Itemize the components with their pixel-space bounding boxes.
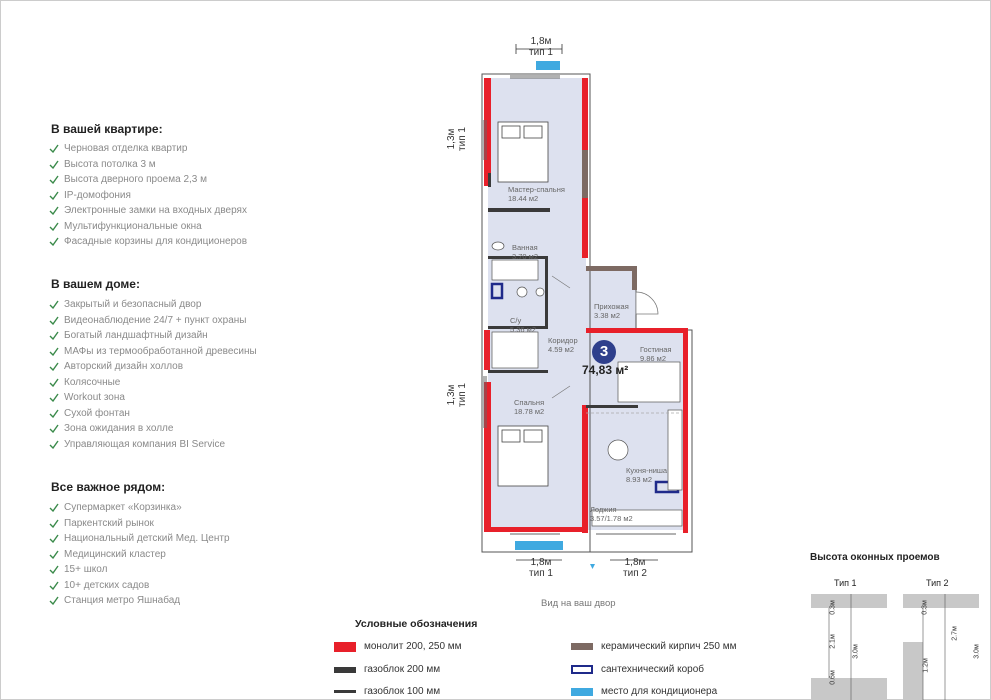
legend-title: Условные обозначения: [355, 618, 478, 630]
w1-middle: 2.1м: [829, 634, 837, 649]
list-item: Медицинский кластер: [49, 547, 230, 563]
check-icon: [49, 519, 59, 528]
list-item: Станция метро Яшнабад: [49, 593, 230, 609]
w1-bottom: 0.6м: [829, 670, 837, 685]
w2-middle: 2.7м: [951, 626, 959, 641]
list-item: Сухой фонтан: [49, 406, 257, 422]
room-master-bedroom: Мастер-спальня 18.44 м2: [508, 185, 565, 203]
check-icon: [49, 596, 59, 605]
list-item: МАФы из термообработанной древесины: [49, 344, 257, 360]
list-item: Супермаркет «Корзинка»: [49, 500, 230, 516]
swatch-ac: [571, 688, 593, 696]
dim-bottom-left: 1,8м тип 1: [529, 557, 553, 579]
swatch-gasblock100: [334, 690, 356, 693]
bed-bedroom: [498, 426, 548, 486]
room-hallway: Прихожая 3.38 м2: [594, 302, 629, 320]
check-icon: [49, 424, 59, 433]
dim-left-lower: 1,3м тип 1: [446, 383, 468, 407]
swatch-gasblock200: [334, 667, 356, 673]
legend-item-gasblock200: газоблок 200 мм: [334, 664, 440, 675]
w2-top: 0.3м: [921, 600, 929, 615]
check-icon: [49, 393, 59, 402]
list-item: Высота дверного проема 2,3 м: [49, 172, 247, 188]
list-item: Высота потолка 3 м: [49, 157, 247, 173]
check-icon: [49, 175, 59, 184]
check-icon: [49, 222, 59, 231]
check-icon: [49, 409, 59, 418]
windows-title: Высота оконных проемов: [810, 552, 940, 563]
check-icon: [49, 144, 59, 153]
dim-bottom-lines: [514, 556, 660, 564]
check-icon: [49, 191, 59, 200]
legend-item-ac: место для кондиционера: [571, 686, 717, 697]
swatch-brick: [571, 643, 593, 650]
w2-total: 3.0м: [973, 644, 981, 659]
dim-top: 1,8м тип 1: [529, 36, 553, 58]
list-item: Национальный детский Мед. Центр: [49, 531, 230, 547]
check-icon: [49, 581, 59, 590]
check-icon: [49, 440, 59, 449]
check-icon: [49, 206, 59, 215]
list-item: 15+ школ: [49, 562, 230, 578]
check-icon: [49, 347, 59, 356]
window-type1-label: Тип 1: [834, 578, 857, 588]
list-item: IP-домофония: [49, 188, 247, 204]
check-icon: [49, 237, 59, 246]
legend-item-monolith: монолит 200, 250 мм: [334, 641, 462, 652]
list-item: Паркентский рынок: [49, 516, 230, 532]
total-area: 74,83 м²: [582, 363, 629, 377]
room-bedroom: Спальня 18.78 м2: [514, 398, 545, 416]
room-corridor: Коридор 4.59 м2: [548, 336, 578, 354]
list-item: Черновая отделка квартир: [49, 141, 247, 157]
legend-item-sanitary: сантехнический короб: [571, 664, 704, 675]
section-title-nearby: Все важное рядом:: [51, 480, 166, 494]
check-icon: [49, 534, 59, 543]
check-icon: [49, 565, 59, 574]
check-icon: [49, 300, 59, 309]
list-item: Зона ожидания в холле: [49, 421, 257, 437]
list-item: Богатый ландшафтный дизайн: [49, 328, 257, 344]
w1-total: 3.0м: [852, 644, 860, 659]
w1-top: 0.3м: [829, 600, 837, 615]
list-item: Мультифункциональные окна: [49, 219, 247, 235]
swatch-monolith: [334, 642, 356, 652]
window-type1-diagram: [811, 594, 887, 700]
list-item: Видеонаблюдение 24/7 + пункт охраны: [49, 313, 257, 329]
bed-master: [498, 122, 548, 182]
check-icon: [49, 362, 59, 371]
list-item: Колясочные: [49, 375, 257, 391]
window-type2-label: Тип 2: [926, 578, 949, 588]
list-item: Электронные замки на входных дверях: [49, 203, 247, 219]
legend-item-gasblock100: газоблок 100 мм: [334, 686, 440, 697]
w2-bottom: 1.2м: [922, 658, 930, 673]
check-icon: [49, 503, 59, 512]
feature-list-nearby: [49, 500, 230, 609]
dim-top-line: [514, 44, 564, 54]
feature-list-house: [49, 297, 257, 452]
apartment-number: 3: [599, 343, 609, 360]
list-item: Workout зона: [49, 390, 257, 406]
room-kitchen: Кухня-ниша 8.93 м2: [626, 466, 668, 484]
check-icon: [49, 316, 59, 325]
legend-item-brick: керамический кирпич 250 мм: [571, 641, 736, 652]
room-living: Гостиная 9.86 м2: [640, 345, 672, 363]
list-item: Закрытый и безопасный двор: [49, 297, 257, 313]
list-item: 10+ детских садов: [49, 578, 230, 594]
check-icon: [49, 160, 59, 169]
check-icon: [49, 331, 59, 340]
check-icon: [49, 378, 59, 387]
list-item: Управляющая компания BI Service: [49, 437, 257, 453]
yard-view-label: Вид на ваш двор: [541, 598, 616, 609]
list-item: Авторский дизайн холлов: [49, 359, 257, 375]
swatch-sanitary: [571, 665, 593, 674]
section-title-house: В вашем доме:: [51, 277, 140, 291]
section-title-apartment: В вашей квартире:: [51, 122, 163, 136]
room-loggia: Лоджия 3.57/1.78 м2: [590, 505, 633, 523]
check-icon: [49, 550, 59, 559]
feature-list-apartment: [49, 141, 247, 250]
list-item: Фасадные корзины для кондиционеров: [49, 234, 247, 250]
room-bathroom: Ванная 3.70 м2: [512, 243, 539, 261]
dim-bottom-right: 1,8м тип 2: [623, 557, 647, 579]
dim-left-upper: 1,3м тип 1: [446, 127, 468, 151]
floor-plan: [440, 30, 700, 590]
room-wc: С/у 5.36 м2: [510, 316, 537, 334]
window-type2-diagram: [903, 594, 979, 700]
